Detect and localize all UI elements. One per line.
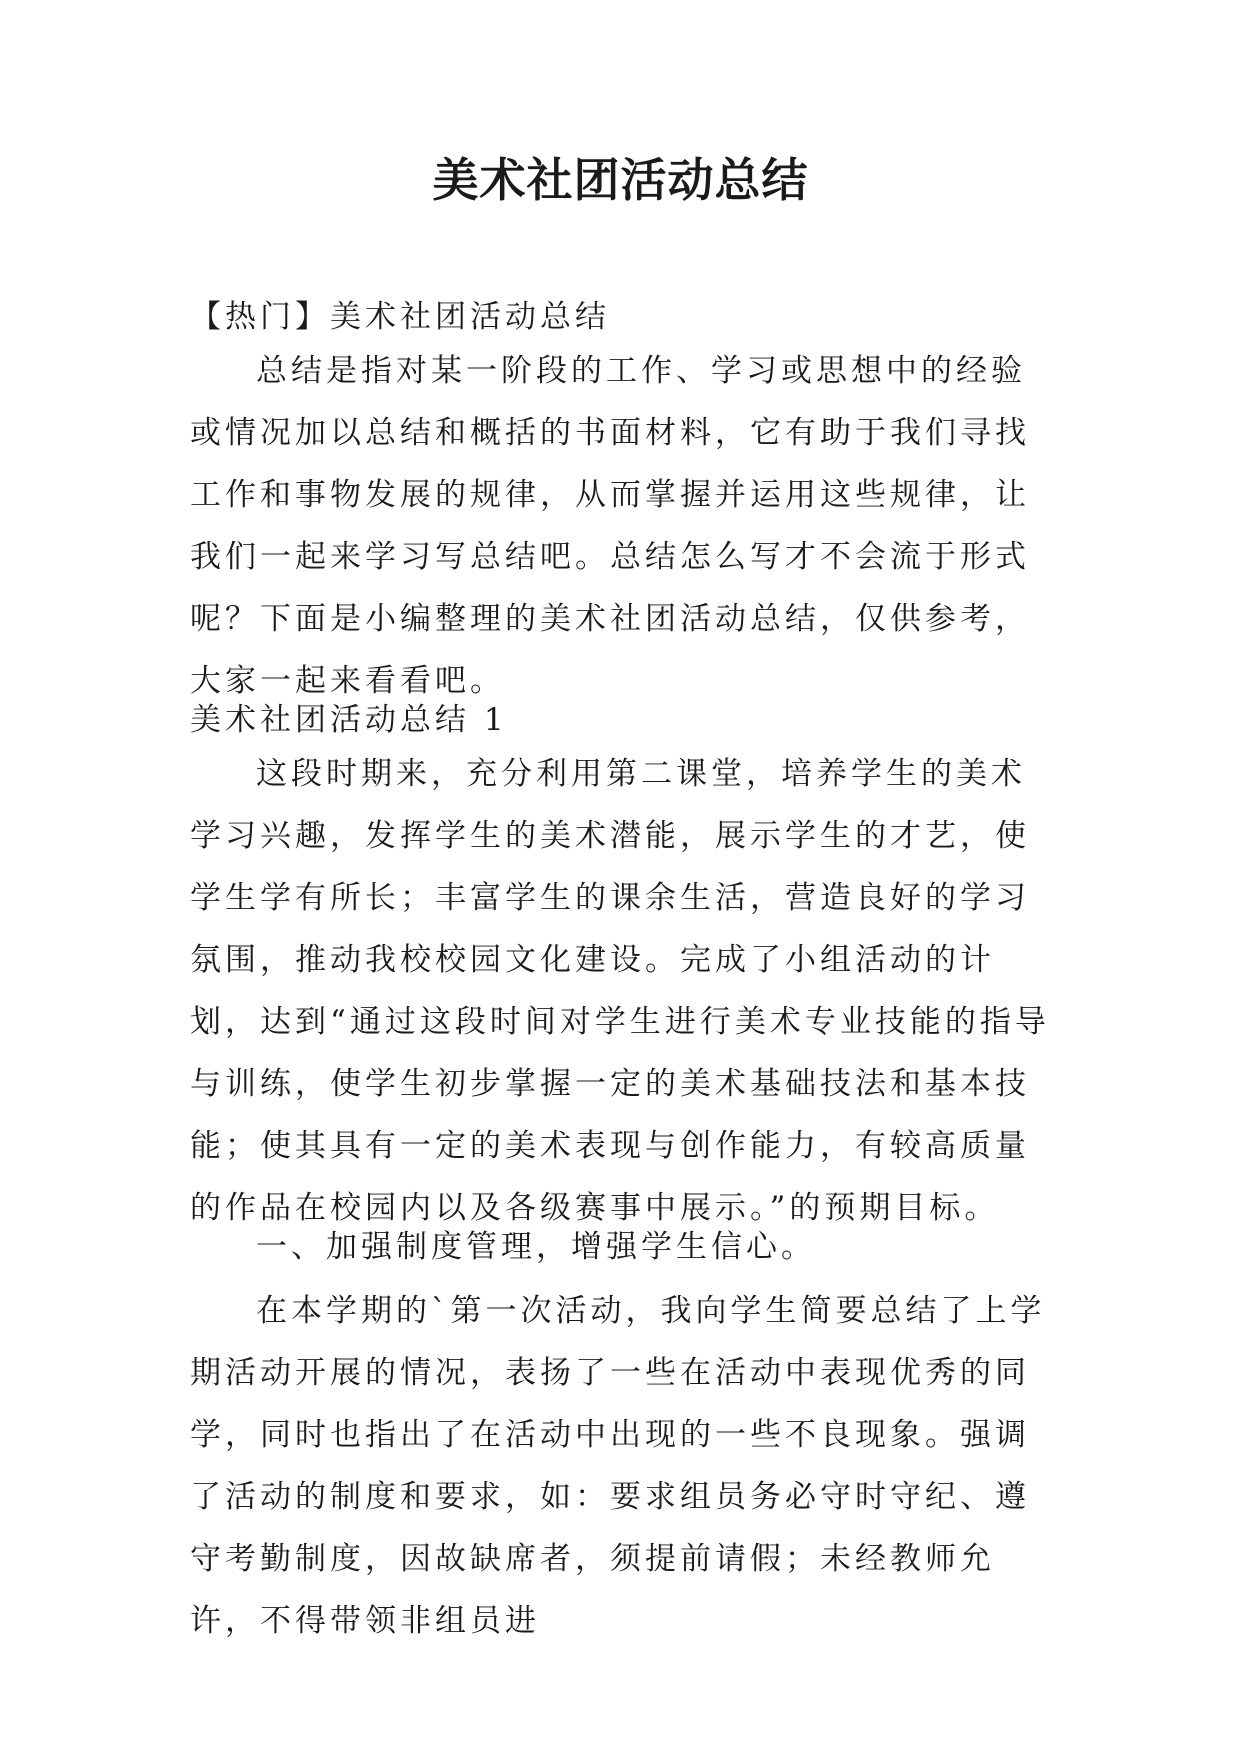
section-heading: 美术社团活动总结 1 [190, 702, 508, 738]
body-paragraph: 这段时期来，充分利用第二课堂，培养学生的美术学习兴趣，发挥学生的美术潜能，展示学生的才艺，使学生学有所长；丰富学生的课余生活，营造良好的学习氛围，推动我校校园文化建设。完成了小组活动的计划，达到“通过这段时间对学生进行美术专业技能的指导与训练，使学生初步掌握一定的美术基础技法和基本技能；使其具有一定的美术表现与创作能力，有较高质量的作品在校园内以及各级赛事中展示。”的预期目标。 [190, 756, 1050, 1226]
document-title: 美术社团活动总结 [432, 153, 809, 207]
subheading-paragraph: 一、加强制度管理，增强学生信心。 [256, 1229, 816, 1265]
body-paragraph: 在本学期的`第一次活动，我向学生简要总结了上学期活动开展的情况，表扬了一些在活动中表现优秀的同学，同时也指出了在活动中出现的一些不良现象。强调了活动的制度和要求，如：要求组员务必守时守纪、遵守考勤制度，因故缺席者，须提前请假；未经教师允许，不得带领非组员进 [190, 1293, 1046, 1639]
intro-paragraph: 总结是指对某一阶段的工作、学习或思想中的经验或情况加以总结和概括的书面材料，它有助于我们寻找工作和事物发展的规律，从而掌握并运用这些规律，让我们一起来学习写总结吧。总结怎么写才不会流于形式呢？下面是小编整理的美术社团活动总结，仅供参考，大家一起来看看吧。 [190, 353, 1030, 699]
tag-line: 【热门】美术社团活动总结 [190, 299, 610, 335]
